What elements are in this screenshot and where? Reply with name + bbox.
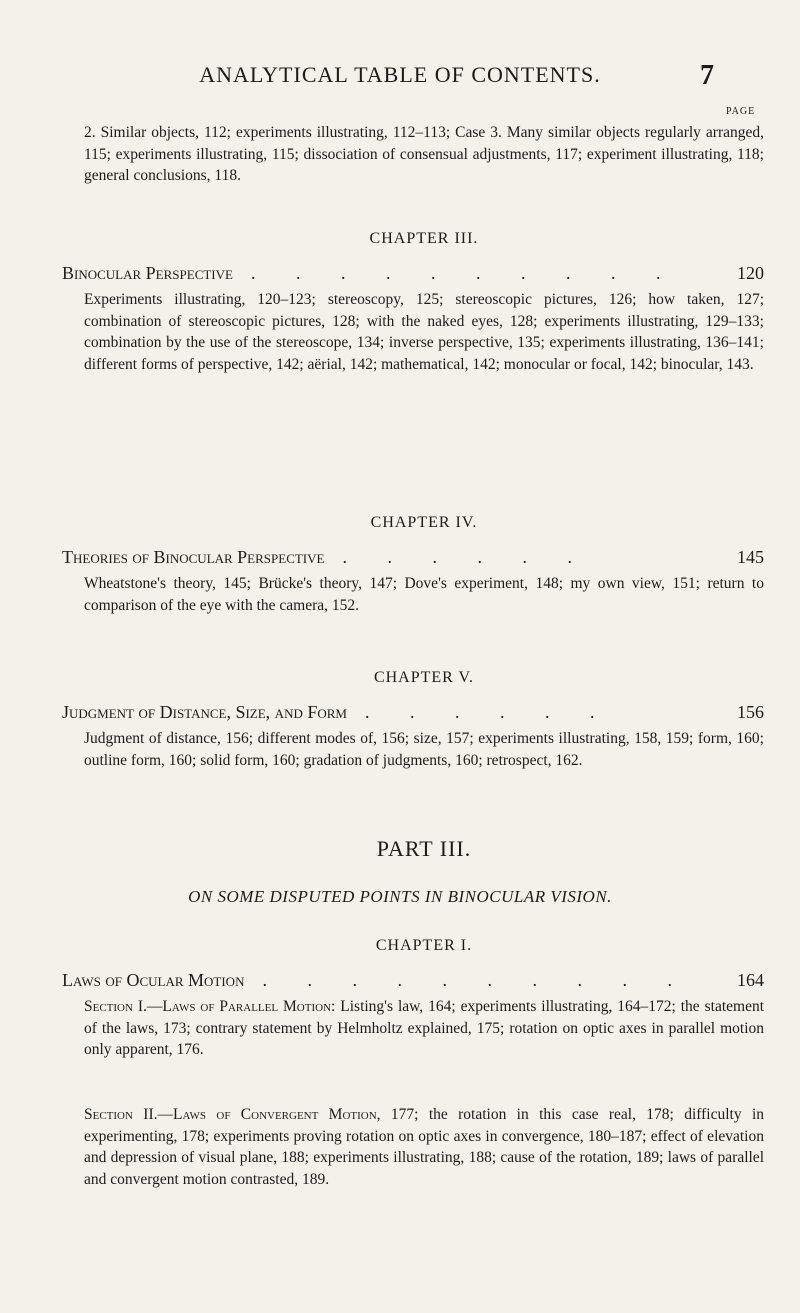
part-heading: PART III. (376, 836, 472, 861)
section-text: Listing's law, 164; experiments illustrating, 164–172; the statement of the laws, 173; contrary statement by Helmholtz explained, 175; rotation on optic axes in parallel motion only apparent, 176. (84, 998, 764, 1058)
chapter-5-block (84, 669, 764, 687)
chapter-4-summary (84, 573, 764, 616)
page-number: 7 (700, 60, 714, 91)
leader-dots: . . . . . . . . . . (262, 970, 690, 990)
chapter-heading: CHAPTER III. (369, 230, 479, 247)
chapter-page: 164 (737, 970, 764, 990)
chapter-title: Binocular Perspective (62, 263, 233, 283)
leader-dots: . . . . . . (364, 702, 613, 722)
chapter-page: 156 (737, 702, 764, 722)
part-3-chapter-1-entry (62, 970, 764, 991)
intro-block (84, 122, 764, 187)
leader-dots: . . . . . . (342, 547, 590, 567)
section-paragraph (84, 1104, 764, 1190)
chapter-title: Judgment of Distance, Size, and Form (62, 702, 347, 722)
chapter-heading: CHAPTER I. (375, 937, 473, 954)
chapter-page: 120 (737, 263, 764, 283)
chapter-title: Laws of Ocular Motion (62, 970, 245, 990)
chapter-page: 145 (737, 547, 764, 567)
section-text: 177; the rotation in this case real, 178; difficulty in experimenting, 178; experiments proving rotation on optic axes in convergence, 180–187; effect of elevation and depression of visual plane, 188; experiments illustrating, 188; cause of the rotation, 189; laws of parallel and convergent motion contrasted, 189. (84, 1106, 764, 1188)
chapter-3-block (84, 230, 764, 248)
section-label: Section I.—Laws of Parallel Motion: (84, 998, 336, 1015)
chapter-summary: Experiments illustrating, 120–123; stereoscopy, 125; stereoscopic pictures, 126; how taken, 127; combination of stereoscopic pictures, 128; with the naked eyes, 128; experiments illustrating, 129–133; combination by the use of the stereoscope, 134; inverse perspective, 135; experiments illustrating, 136–141; different forms of perspective, 142; aërial, 142; mathematical, 142; monocular or focal, 142; binocular, 143. (84, 291, 764, 373)
chapter-3-entry (62, 263, 764, 284)
part-3-subtitle-block (40, 887, 760, 907)
chapter-heading: CHAPTER V. (373, 669, 475, 686)
chapter-4-entry (62, 547, 764, 568)
chapter-summary: Wheatstone's theory, 145; Brücke's theory, 147; Dove's experiment, 148; my own view, 151; return to comparison of the eye with the camera, 152. (84, 575, 764, 614)
running-title: ANALYTICAL TABLE OF CONTENTS. (199, 62, 601, 87)
page-column-label: PAGE (726, 106, 756, 117)
section-1-block (84, 996, 764, 1061)
chapter-4-block (84, 514, 764, 532)
section-2-block (84, 1104, 764, 1190)
part-subtitle: ON SOME DISPUTED POINTS IN BINOCULAR VISION. (188, 887, 612, 906)
chapter-heading: CHAPTER IV. (370, 514, 478, 531)
section-paragraph (84, 996, 764, 1061)
chapter-3-summary (84, 289, 764, 375)
chapter-5-entry (62, 702, 764, 723)
part-3-block (84, 836, 764, 862)
chapter-5-summary (84, 728, 764, 771)
section-label: Section II.—Laws of Convergent Motion, (84, 1106, 381, 1123)
chapter-title: Theories of Binocular Perspective (62, 547, 325, 567)
leader-dots: . . . . . . . . . . (250, 263, 679, 283)
intro-paragraph: 2. Similar objects, 112; experiments illustrating, 112–113; Case 3. Many similar objects regularly arranged, 115; experiments illustrating, 115; dissociation of consensual adjustments, 117; experiment illustrating, 118; general conclusions, 118. (84, 124, 764, 184)
chapter-summary: Judgment of distance, 156; different modes of, 156; size, 157; experiments illustrating, 158, 159; form, 160; outline form, 160; solid form, 160; gradation of judgments, 160; retrospect, 162. (84, 730, 764, 769)
part-3-chapter-1-block (84, 937, 764, 955)
